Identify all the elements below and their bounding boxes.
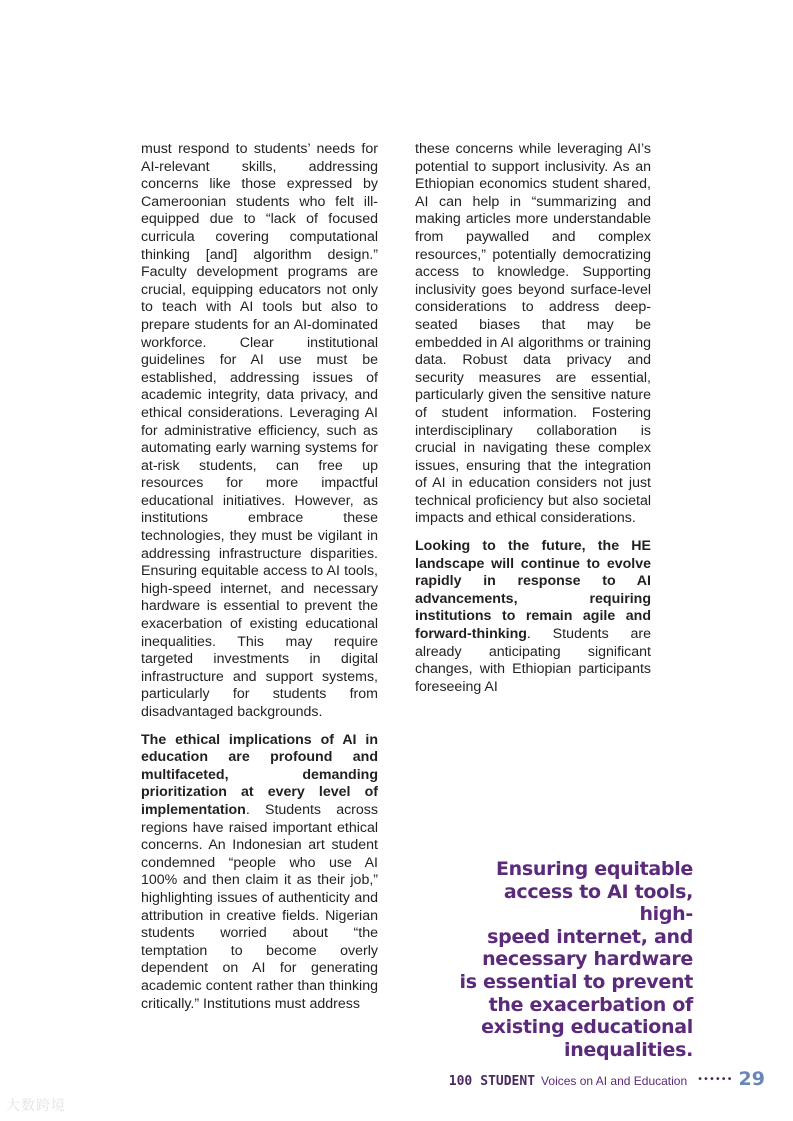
paragraph-text: . Students across regions have raised important ethical concerns. An Indonesian art student condemned “people who use AI 100% and then claim it as their job,” highlighting issues of authenticity and attribution in creative fields. Nigerian students worried about “the temptation to become overly dependent on AI for generating academic content rather than thinking critically.” Institutions must address <box>141 801 378 1012</box>
paragraph-text: . Students are already anticipating significant changes, with Ethiopian participants foreseeing AI <box>415 626 651 695</box>
pull-quote-line: Ensuring equitable <box>496 858 693 880</box>
dotted-leader-icon: •••••• <box>697 1074 733 1085</box>
pull-quote-line: is essential to prevent <box>459 970 693 993</box>
pull-quote-line: speed internet, and <box>487 925 693 948</box>
bold-lead: The ethical implications of AI in education are profound and multifaceted, demanding prioritization at every level of implementation <box>141 731 378 818</box>
footer-brand: STUDENT <box>480 1074 536 1089</box>
watermark-text: 大数跨境 <box>6 1098 66 1114</box>
paragraph-text: these concerns while leveraging AI’s potential to support inclusivity. As an Ethiopian economics student shared, AI can help in “summarizing and making articles more understandable from paywalled and complex resources,” potentially democratizing access to knowledge. Supporting inclusivity goes beyond surface-level considerations to address deep-seated biases that may be embedded in AI algorithms or training data. Robust data privacy and security measures are essential, particularly given the sensitive nature of student information. Fostering interdisciplinary collaboration is crucial in navigating these complex issues, ensuring that the integration of AI in education considers not just technical proficiency but also societal impacts and ethical considerations. <box>415 141 651 527</box>
page-number: 29 <box>738 1068 765 1090</box>
footer-number: 100 <box>448 1074 473 1089</box>
body-paragraph <box>141 732 378 1014</box>
pull-quote-line: access to AI tools, high- <box>503 880 693 926</box>
pull-quote-line: the exacerbation of <box>488 993 693 1016</box>
paragraph-text: must respond to students’ needs for AI-relevant skills, addressing concerns like those expressed by Cameroonian students who felt ill-equipped due to “lack of focused curricula covering computational thinking [and] algorithm design.” Faculty development programs are crucial, equipping educators not only to teach with AI tools but also to prepare students for an AI-dominated workforce. Clear institutional guidelines for AI use must be established, addressing issues of academic integrity, data privacy, and ethical considerations. Leveraging AI for administrative efficiency, such as automating early warning systems for at-risk students, can free up resources for more impactful educational initiatives. However, as institutions embrace these technologies, they must be vigilant in addressing infrastructure disparities. Ensuring equitable access to AI tools, high-speed internet, and necessary hardware is essential to prevent the exacerbation of existing educational inequalities. This may require targeted investments in digital infrastructure and support systems, particularly for students from disadvantaged backgrounds. <box>141 141 378 720</box>
body-paragraph <box>141 141 378 722</box>
footer-subtitle: Voices on AI and Education <box>541 1074 688 1088</box>
right-column <box>415 141 651 706</box>
pull-quote-line: inequalities. <box>563 1038 693 1061</box>
pull-quote-line: necessary hardware <box>482 948 693 971</box>
pull-quote <box>453 858 693 1061</box>
pull-quote-line: existing educational <box>481 1016 693 1039</box>
body-paragraph <box>415 141 651 528</box>
page-footer <box>449 1068 765 1090</box>
watermark <box>6 1095 66 1115</box>
bold-lead: Looking to the future, the HE landscape will continue to evolve rapidly in response to AI advancements, requiring institutions to remain agile and forward-thinking <box>415 538 651 643</box>
left-column <box>141 141 378 1023</box>
body-paragraph <box>415 538 651 696</box>
